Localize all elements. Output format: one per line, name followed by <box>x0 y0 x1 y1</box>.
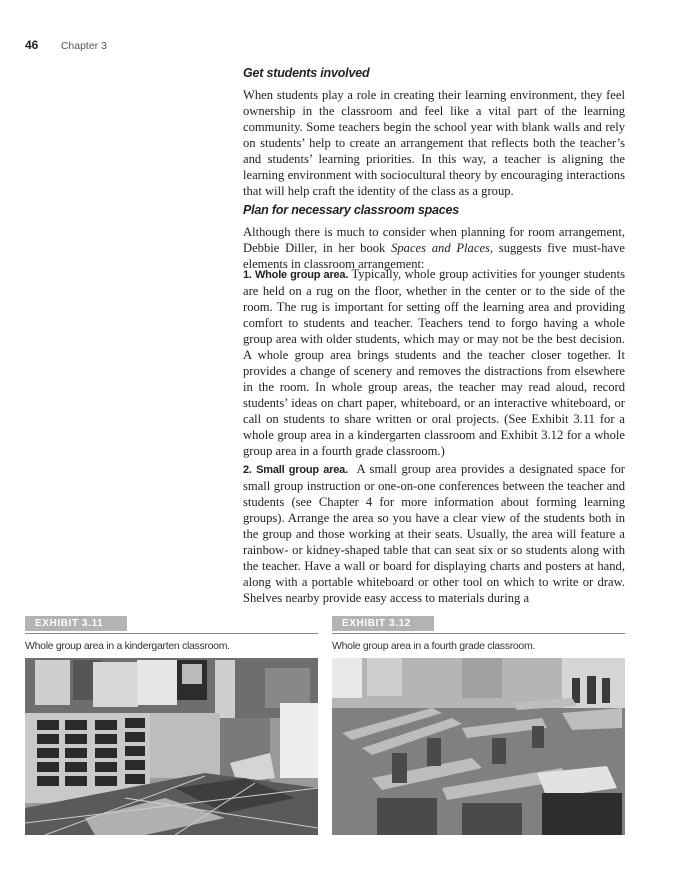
item-whole-group-area <box>243 266 625 459</box>
exhibit-3-11 <box>25 613 318 835</box>
exhibit-label: EXHIBIT 3.12 <box>332 616 434 631</box>
item-text: A small group area provides a designated space for small group instruction or one-on-one conferences between the teacher and students (see Chapter 4 for more information about forming learning groups). Arrange the area so you have a clear view of the students both in the group and those working at their seats. Usually, the area will feature a rainbow- or kidney-shaped table that can seat six or so students along with the teacher. Have a wall or board for displaying charts and posters at hand, along with a portable whiteboard or other tool on which to write or draw. Shelves nearby provide easy access to materials during a <box>243 462 626 605</box>
section-heading: Get students involved <box>243 66 370 80</box>
item-paragraph <box>243 461 625 606</box>
item-small-group-area <box>243 461 625 606</box>
exhibit-rule <box>25 633 318 634</box>
intro-text-end: , suggests five must-have elements in classroom arrangement: <box>243 241 625 271</box>
exhibit-label: EXHIBIT 3.11 <box>25 616 127 631</box>
item-text: Typically, whole group activities for younger students are held on a rug on the floor, whether in the center or to the side of the room. The rug is important for setting off the learning area and providing comfort to students and teacher. Teachers tend to forgo having a whole group area with older students, which may or may not be the best decision. A whole group area brings students and the teacher closer together. It provides a change of scenery and removes the distractions from elsewhere in the room. In whole group areas, the teacher may read aloud, record students’ ideas on chart paper, whiteboard, or an interactive whiteboard, or call on students to share written or oral projects. (See Exhibit 3.11 for a whole group area in a kindergarten classroom and Exhibit 3.12 for a whole group area in a fourth grade classroom.) <box>243 267 625 458</box>
item-paragraph <box>243 266 625 459</box>
page-number: 46 <box>25 38 39 52</box>
body-paragraph: When students play a role in creating their learning environment, they feel ownership in the classroom and feel like a vital part of the learning community. Some teachers begin the school year with blank walls and rely on students’ help to create an arrangement that reflects both the teacher’s and students’ learning priorities. In this way, a teacher is aligning the learning environment with sociocultural theory by encouraging interactions that will help craft the identity of the class as a group. <box>243 88 625 198</box>
exhibit-3-12 <box>332 613 625 835</box>
exhibit-rule <box>332 633 625 634</box>
intro-paragraph <box>243 224 625 272</box>
exhibit-caption: Whole group area in a fourth grade classroom. <box>332 640 536 652</box>
fourth-grade-classroom-photo <box>332 658 625 835</box>
section-get-students-involved <box>243 65 625 199</box>
intro-text: Although there is much to consider when planning for room arrangement, Debbie Diller, in her book <box>243 225 625 255</box>
chapter-label: Chapter 3 <box>60 40 107 52</box>
kindergarten-classroom-photo <box>25 658 318 835</box>
run-in-heading: 1. Whole group area. <box>243 269 349 281</box>
book-title: Spaces and Places <box>391 241 490 255</box>
section-plan-spaces <box>243 202 625 272</box>
run-in-heading: 2. Small group area. <box>243 464 348 476</box>
running-head <box>25 36 107 54</box>
exhibit-caption: Whole group area in a kindergarten classroom. <box>25 640 230 652</box>
section-heading: Plan for necessary classroom spaces <box>243 203 460 217</box>
